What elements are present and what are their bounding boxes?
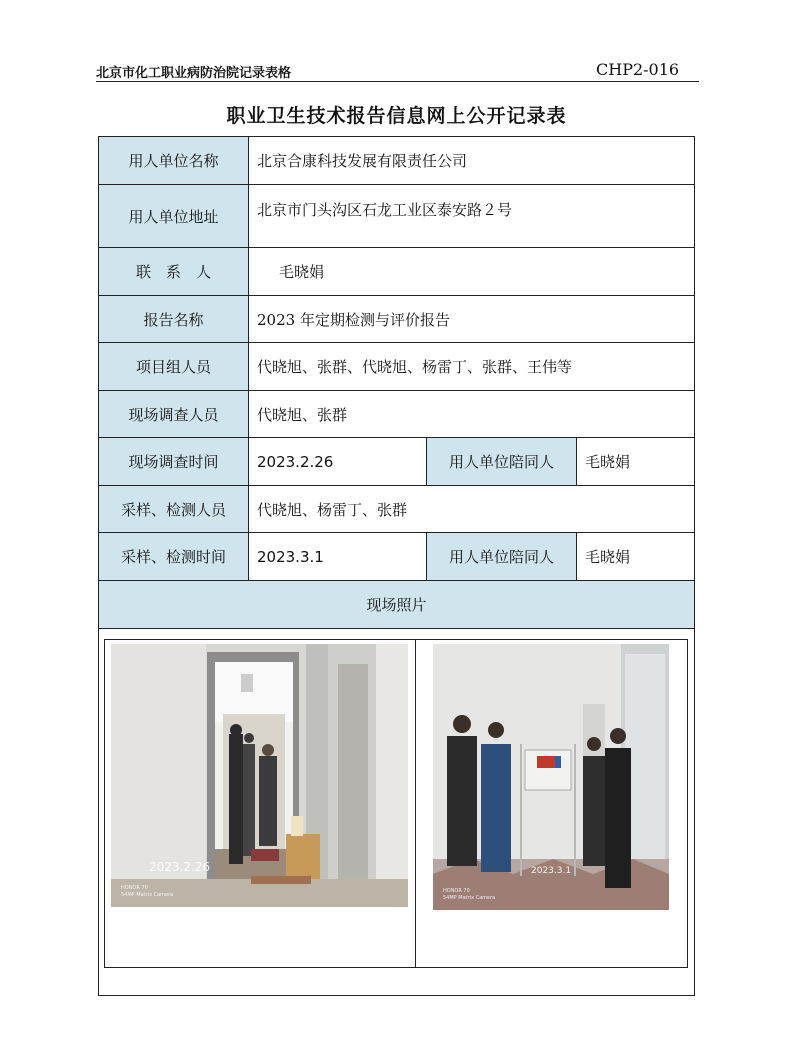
photos-divider [415, 640, 416, 967]
employer-name-value: 北京合康科技发展有限责任公司 [249, 137, 694, 185]
photo-camera-watermark: HONOR 70 54MP Matrix Camera [443, 888, 496, 901]
site-photos-frame [104, 639, 688, 968]
form-org-header: 北京市化工职业病防治院记录表格 [96, 66, 292, 81]
site-photos-label: 现场照片 [99, 581, 694, 629]
survey-time-label: 现场调查时间 [99, 438, 249, 486]
survey-staff-value: 代晓旭、张群 [249, 391, 694, 438]
contact-value: 毛晓娟 [249, 248, 694, 296]
sampling-time-label: 采样、检测时间 [99, 533, 249, 581]
survey-escort-value: 毛晓娟 [577, 438, 694, 486]
site-photo-sampling [433, 644, 669, 910]
header-divider [96, 81, 699, 82]
report-name-value: 2023 年定期检测与评价报告 [249, 296, 694, 343]
record-form-table [98, 136, 695, 996]
sampling-staff-label: 采样、检测人员 [99, 486, 249, 533]
sampling-escort-value: 毛晓娟 [577, 533, 694, 581]
photo-camera-watermark: HONOR 70 54MP Matrix Camera [121, 885, 174, 898]
survey-escort-label: 用人单位陪同人 [427, 438, 577, 486]
employer-address-label: 用人单位地址 [99, 185, 249, 248]
contact-label: 联 系 人 [99, 248, 249, 296]
site-photo-survey [111, 644, 408, 907]
sampling-time-value: 2023.3.1 [249, 533, 427, 581]
page-title: 职业卫生技术报告信息网上公开记录表 [226, 105, 567, 127]
photo-date-stamp: 2023.2.26 [149, 860, 211, 874]
survey-staff-label: 现场调查人员 [99, 391, 249, 438]
sampling-staff-value: 代晓旭、杨雷丁、张群 [249, 486, 694, 533]
photo-date-stamp: 2023.3.1 [531, 866, 572, 876]
sampling-escort-label: 用人单位陪同人 [427, 533, 577, 581]
employer-name-label: 用人单位名称 [99, 137, 249, 185]
form-code: CHP2-016 [596, 60, 680, 79]
project-members-label: 项目组人员 [99, 343, 249, 391]
employer-address-value: 北京市门头沟区石龙工业区泰安路２号 [249, 185, 694, 248]
project-members-value: 代晓旭、张群、代晓旭、杨雷丁、张群、王伟等 [249, 343, 694, 391]
report-name-label: 报告名称 [99, 296, 249, 343]
survey-time-value: 2023.2.26 [249, 438, 427, 486]
